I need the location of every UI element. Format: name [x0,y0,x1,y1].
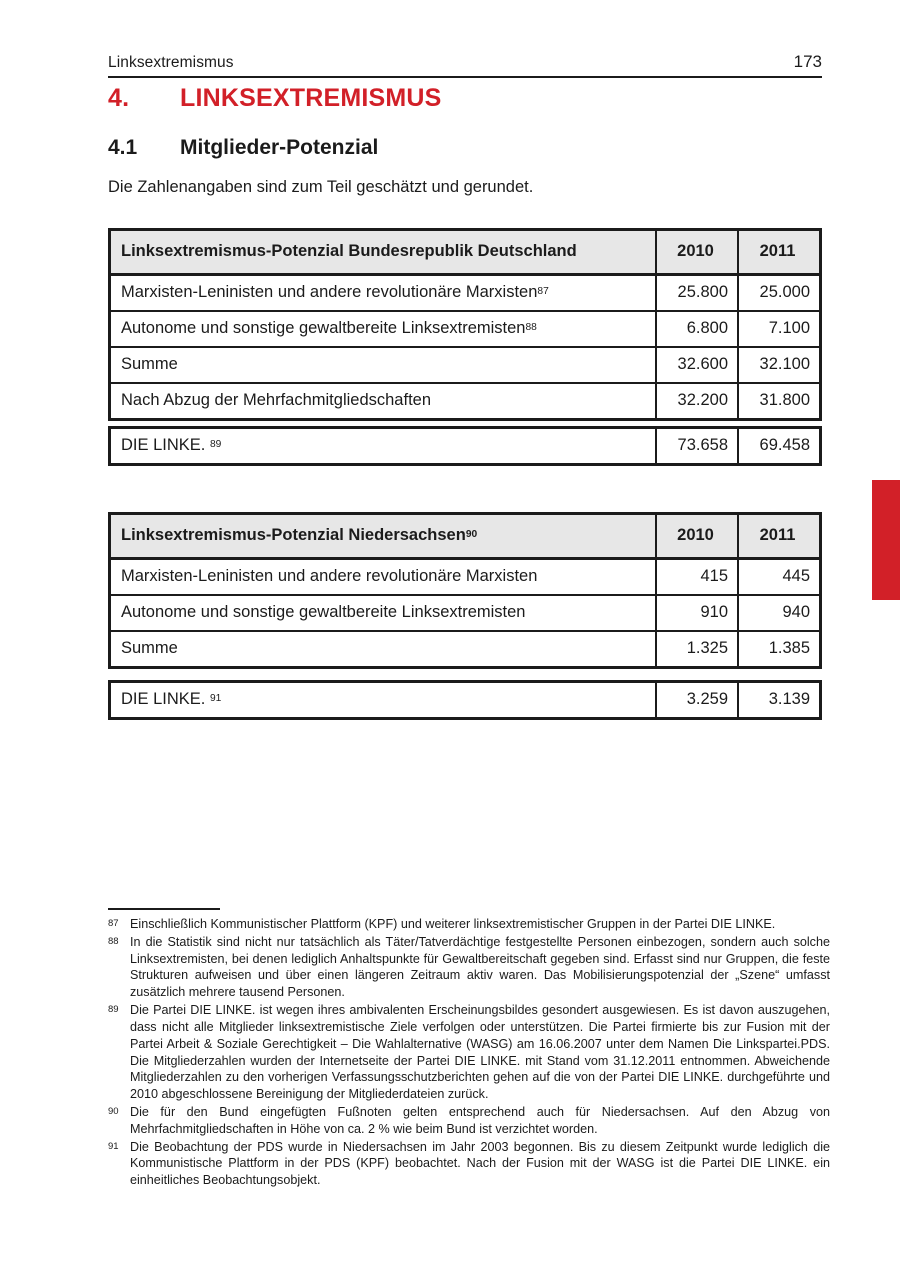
table-row [111,429,819,463]
row-label: Summe [121,638,178,657]
table-header-2011: 2011 [737,515,819,557]
footnote-mark: 88 [108,935,119,947]
table-row [111,558,819,594]
row-value-2011: 32.100 [737,348,819,382]
table-potenzial-bund [108,228,822,421]
section-number: 4.1 [108,136,138,159]
row-value-2011: 1.385 [737,632,819,666]
footnote-text: Die für den Bund eingefügten Fußnoten gelten entsprechend auch für Niedersachsen. Auf den Abzug von Mehrfachmitgliedschaften in Höhe von ca. 2 % wie beim Bund ist verzichtet worden. [130,1104,830,1136]
footnote-item [108,1139,830,1189]
row-label: DIE LINKE. 91 [121,690,222,708]
row-value-2011: 445 [737,560,819,594]
footnote-item [108,1104,830,1138]
intro-paragraph: Die Zahlenangaben sind zum Teil geschätzt und gerundet. [108,178,534,196]
row-value-2011: 69.458 [737,429,819,463]
page-number: 173 [793,52,822,71]
table-row [111,346,819,382]
row-value-2011: 25.000 [737,276,819,310]
section-title: Mitglieder-Potenzial [180,136,379,159]
chapter-index-tab [872,480,900,600]
table-header-2010: 2010 [655,231,737,273]
footnote-text: Die Beobachtung der PDS wurde in Niedersachsen im Jahr 2003 begonnen. Bis zu diesem Zeitpunkt wurde lediglich die Kommunistische Plattform in der PDS (KPF) beobachtet. Nach der Fusion mit der WASG ist die Partei DIE LINKE. ein einheitliches Beobachtungsobjekt. [130,1139,830,1188]
footnote-mark: 90 [108,1105,119,1117]
footnote-separator [108,908,220,910]
footnote-list [108,916,830,1190]
running-head [108,52,822,72]
section-heading [108,136,822,160]
footnote-item [108,1002,830,1103]
footnote-mark: 89 [108,1004,119,1016]
footnote-item [108,934,830,1001]
table-row [111,382,819,418]
table-header-2010: 2010 [655,515,737,557]
table-header-2011: 2011 [737,231,819,273]
running-head-section: Linksextremismus [108,54,234,71]
table-row [111,594,819,630]
table-die-linke-niedersachsen [108,680,822,720]
table-header-label: Linksextremismus-Potenzial Bundesrepublik Deutschland [121,242,577,260]
row-value-2010: 6.800 [655,312,737,346]
row-value-2011: 31.800 [737,384,819,418]
table-row [111,630,819,666]
footnote-text: Die Partei DIE LINKE. ist wegen ihres ambivalenten Erscheinungsbildes gesondert ausgewiesen. Es ist davon auszugehen, dass nicht alle Mitglieder linksextremistische Ziele verfolgen oder unterstützen. Die Partei firmierte bis zur Fusion mit der Partei Arbeit & Soziale Gerechtigkeit – Die Wahlalternative (WASG) am 16.06.2007 unter dem Namen Die Linkspartei.PDS. Die Mitgliederzahlen wurden der Internetseite der Partei DIE LINKE. mit Stand vom 31.12.2011 entnommen. Abweichende Mitgliederzahlen zu den vorherigen Verfassungsschutzberichten gehen auf die von der Partei DIE LINKE. durchgeführte und 2010 abgeschlossene Bereinigung der Mitgliederdateien zurück. [130,1003,830,1102]
table-die-linke-bund [108,426,822,466]
table-row [111,310,819,346]
row-value-2011: 940 [737,596,819,630]
footnote-mark: 87 [108,918,119,929]
row-label: Autonome und sonstige gewaltbereite Linksextremisten [121,602,526,621]
table-row [111,683,819,717]
footnote-text: Einschließlich Kommunistischer Plattform (KPF) und weiterer linksextremistischer Gruppen in der Partei DIE LINKE. [130,917,776,931]
row-value-2010: 415 [655,560,737,594]
table-header-row [111,231,819,274]
row-label: DIE LINKE. 89 [121,436,222,454]
row-value-2010: 32.600 [655,348,737,382]
row-value-2010: 25.800 [655,276,737,310]
row-value-2011: 7.100 [737,312,819,346]
table-row [111,274,819,310]
row-value-2010: 73.658 [655,429,737,463]
row-value-2010: 910 [655,596,737,630]
chapter-number: 4. [108,84,130,112]
row-label: Autonome und sonstige gewaltbereite Linksextremisten 88 [121,318,537,337]
running-head-rule [108,76,822,78]
row-value-2010: 3.259 [655,683,737,717]
row-label: Marxisten-Leninisten und andere revolutionäre Marxisten [121,566,538,585]
table-potenzial-niedersachsen [108,512,822,669]
row-label: Summe [121,354,178,373]
footnote-mark: 91 [108,1140,119,1152]
chapter-title: LINKSEXTREMISMUS [180,84,442,112]
row-value-2011: 3.139 [737,683,819,717]
row-label: Marxisten-Leninisten und andere revolutionäre Marxisten 87 [121,282,549,301]
chapter-heading [108,84,822,113]
footnote-text: In die Statistik sind nicht nur tatsächlich als Täter/Tatverdächtige festgestellte Personen einbezogen, sondern auch solche Linksextremisten, bei denen lediglich Anhaltspunkte für Gewaltbereitschaft gegeben sind. Erfasst sind nur Gruppen, die feste Strukturen aufweisen und über einen längeren Zeitraum aktiv waren. Das Mobilisierungspotenzial der „Szene“ umfasst zusätzlich mehrere tausend Personen. [130,934,830,1000]
table-header-label: Linksextremismus-Potenzial Niedersachsen 90 [121,526,478,544]
row-label: Nach Abzug der Mehrfachmitgliedschaften [121,390,432,409]
table-header-row [111,515,819,558]
row-value-2010: 32.200 [655,384,737,418]
footnote-item [108,916,830,933]
row-value-2010: 1.325 [655,632,737,666]
